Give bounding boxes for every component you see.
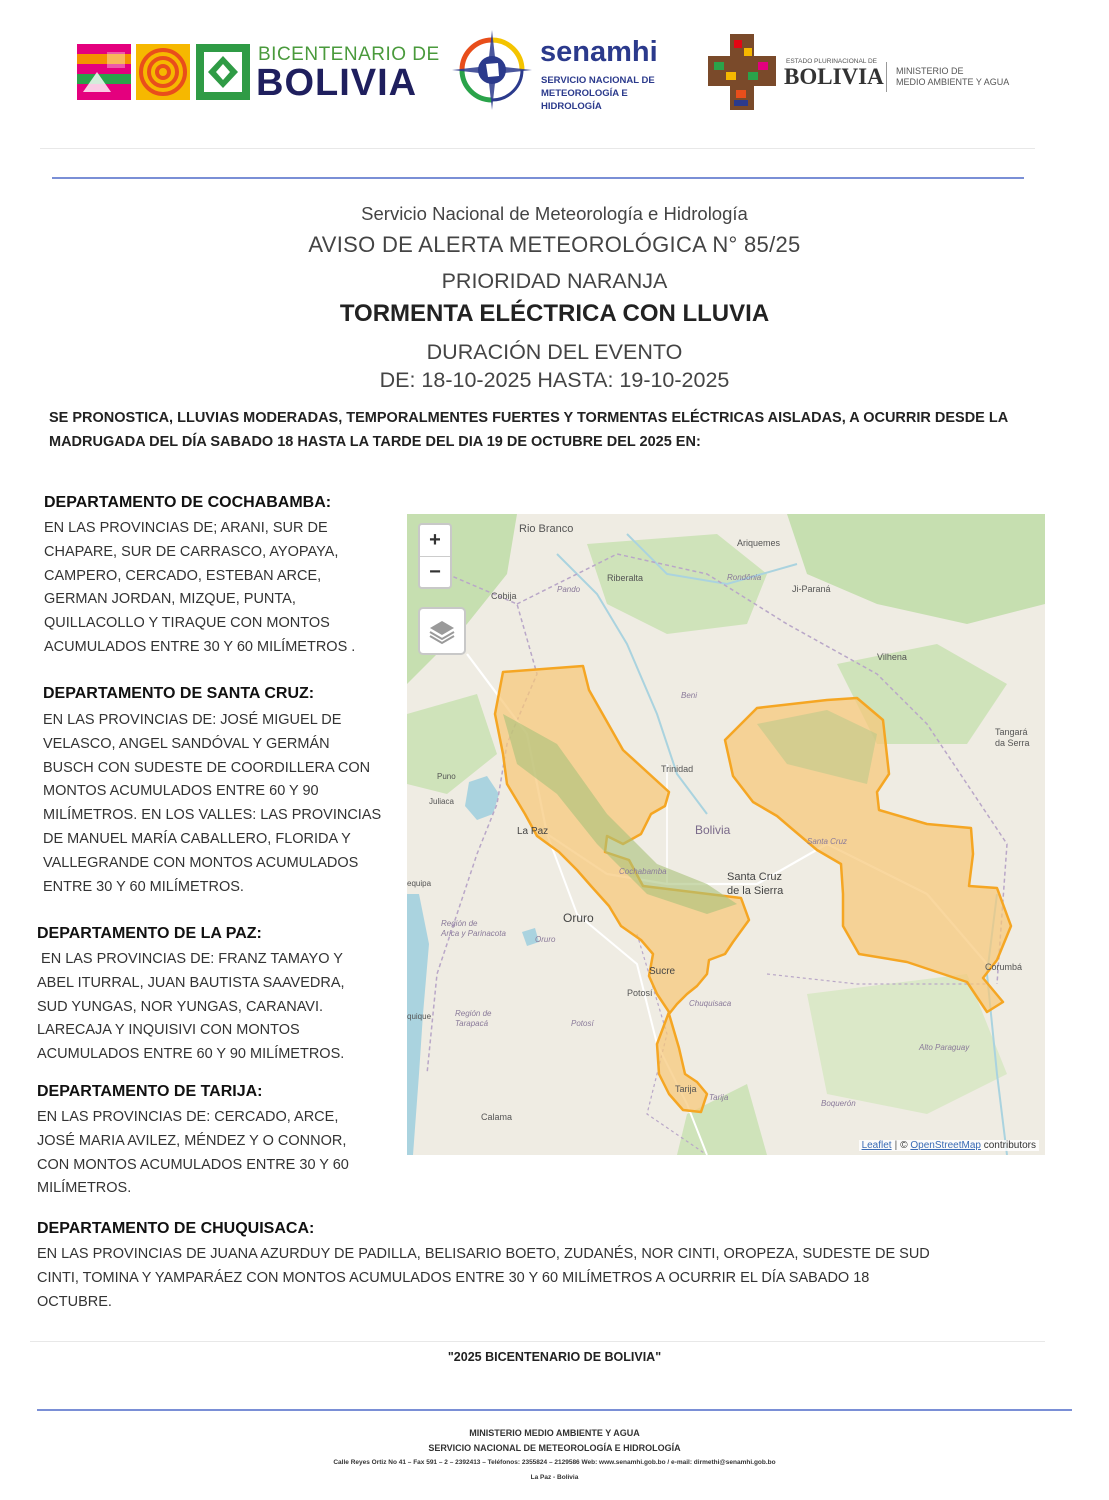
map-label: La Paz [517,826,549,837]
header-blue-rule [52,177,1024,179]
map-label: Beni [681,691,698,700]
alert-map[interactable] [407,514,1045,1155]
department-line: GERMAN JORDAN, MIZQUE, PUNTA, [44,591,296,608]
map-label: Potosí [571,1019,594,1028]
department-title: DEPARTAMENTO DE LA PAZ: [37,925,262,942]
map-label: Cochabamba [619,867,667,876]
map-label: Riberalta [607,573,644,583]
department-line: EN LAS PROVINCIAS DE: FRANZ TAMAYO Y [37,951,343,967]
estado-small-text: ESTADO PLURINACIONAL DE [786,58,878,65]
alert-priority: PRIORIDAD NARANJA [441,269,668,293]
ministerio-text [896,66,1036,88]
osm-link[interactable]: OpenStreetMap [910,1140,981,1151]
footer-address: Calle Reyes Ortiz No 41 – Fax 591 – 2 – 2392413 – Teléfonos: 2355824 – 2129586 Web: www.senamhi.gob.bo / e-mail: dirmethi@senamhi.gob.bo [333,1459,776,1466]
spiral-emblem-icon [136,44,190,100]
senamhi-subtitle [541,74,681,113]
department-line: MILÍMETROS. [37,1180,132,1197]
event-title: TORMENTA ELÉCTRICA CON LLUVIA [339,300,770,327]
department-line: ACUMULADOS ENTRE 60 Y 90 MILÍMETROS. [37,1046,345,1063]
department-body [37,1106,349,1201]
department-line: VELASCO, ANGEL SANDÓVAL Y GERMÁN [43,735,330,752]
estado-big-text: BOLIVIA [784,64,884,89]
map-label: Bolivia [695,823,731,837]
map-label: Arica y Parinacota [441,929,506,938]
department-line: CON MONTOS ACUMULADOS ENTRE 30 Y 60 [37,1156,349,1173]
senamhi-subtitle-line-2: METEOROLOGÍA E HIDROLOGÍA [541,88,628,112]
attribution-separator: | [894,1140,898,1151]
attribution-copyright: © [900,1140,908,1151]
map-label: Cobija [491,591,517,601]
footer-blue-rule [37,1409,1072,1411]
map-label: Potosí [627,988,653,998]
ministerio-line-1: MINISTERIO DE [896,66,964,76]
footer-ministry: MINISTERIO MEDIO AMBIENTE Y AGUA [469,1428,640,1438]
map-label: Tangará [995,727,1028,737]
map-label: Sucre [649,966,676,977]
map-label: Región de [441,919,478,928]
map-label: Corumbá [985,962,1023,972]
footer-divider [30,1341,1045,1342]
department-title: DEPARTAMENTO DE SANTA CRUZ: [43,685,315,702]
map-label: equipa [407,879,432,888]
senamhi-name: senamhi [540,36,658,68]
department-title: DEPARTAMENTO DE COCHABAMBA: [44,494,332,511]
department-body [43,709,381,899]
map-label: Puno [437,772,456,781]
department-line: ABEL ITURRAL, JUAN BAUTISTA SAAVEDRA, [37,974,345,991]
footer-service: SERVICIO NACIONAL DE METEOROLOGÍA E HIDROLOGÍA [428,1443,681,1453]
department-line: LARECAJA Y INQUISIVI CON MONTOS [37,1022,300,1039]
department-body [37,948,345,1067]
bicentenario-emblem-icon [77,44,131,100]
map-label: Santa Cruz [727,871,783,883]
department-line: ACUMULADOS ENTRE 30 Y 60 MILÍMETROS . [44,638,356,655]
andean-emblem-icon [196,44,250,100]
department-line: SUD YUNGAS, NOR YUNGAS, CARANAVI. [37,998,324,1015]
department-body [44,517,355,660]
department-line: QUILLACOLLO Y TIRAQUE CON MONTOS [44,615,330,632]
alert-notice-number: AVISO DE ALERTA METEOROLÓGICA N° 85/25 [308,232,801,257]
attribution-contributors: contributors [983,1140,1036,1151]
duration-range: DE: 18-10-2025 HASTA: 19-10-2025 [379,368,730,392]
department-body [37,1243,930,1314]
map-label: Calama [481,1112,513,1122]
map-label: Oruro [535,935,556,944]
map-label: quique [407,1012,432,1021]
layers-icon [420,609,464,653]
department-line: CAMPERO, CERCADO, ESTEBAN ARCE, [44,567,322,584]
map-label: Tarapacá [455,1019,489,1028]
department-line: MONTOS ACUMULADOS ENTRE 60 Y 90 [43,783,319,800]
estado-chakana-icon [708,34,776,110]
department-line: BUSCH CON SUDESTE DE COORDILLERA CON [43,759,371,776]
department-title: DEPARTAMENTO DE TARIJA: [37,1083,263,1100]
bicentenario-small-text: BICENTENARIO DE [258,44,440,65]
map-canvas[interactable] [407,514,1045,1155]
department-title: DEPARTAMENTO DE CHUQUISACA: [37,1220,315,1237]
department-line: ENTRE 30 Y 60 MILÍMETROS. [43,878,244,895]
institution-name: Servicio Nacional de Meteorología e Hidrología [361,203,748,224]
map-attribution [859,1140,1039,1151]
map-label: Alto Paraguay [919,1043,970,1052]
department-line: JOSÉ MARIA AVILEZ, MÉNDEZ Y O CONNOR, [37,1132,347,1149]
map-label: Rio Branco [519,523,574,535]
map-label: Boquerón [821,1099,856,1108]
map-label: Vilhena [877,652,907,662]
map-label: Tarija [675,1084,697,1094]
map-label: da Serra [995,738,1030,748]
map-label: Rondônia [727,573,762,582]
department-line: DE MANUEL MARÍA CABALLERO, FLORIDA Y [43,830,351,847]
logo-divider [886,62,887,92]
bicentenario-big-text: BOLIVIA [256,62,418,104]
ministerio-line-2: MEDIO AMBIENTE Y AGUA [896,77,1010,87]
map-label: Pando [557,585,581,594]
map-label: Chuquisaca [689,999,732,1008]
map-label: de la Sierra [727,885,784,897]
map-label: Ariquemes [737,538,781,548]
map-layers-button[interactable] [418,607,466,655]
forecast-intro: SE PRONOSTICA, LLUVIAS MODERADAS, TEMPORALMENTES FUERTES Y TORMENTAS ELÉCTRICAS AISLADAS, A OCURRIR DESDE LA MADRUGADA DEL DÍA SABADO 18 HASTA LA TARDE DEL DIA 19 DE OCTUBRE DEL 2025 EN: [49,410,1008,450]
map-label: Oruro [563,911,594,925]
map-label: Juliaca [429,797,454,806]
department-line: CINTI, TOMINA Y YAMPARÁEZ CON MONTOS ACUMULADOS ENTRE 30 Y 60 MILÍMETROS A OCURRIR EL DÍA SABADO 18 [37,1269,870,1286]
department-line: MILÍMETROS. EN LOS VALLES: LAS PROVINCIAS [43,807,382,824]
map-zoom-control [418,523,452,589]
map-label: Santa Cruz [807,837,848,846]
leaflet-link[interactable]: Leaflet [861,1140,892,1151]
map-label: Tarija [709,1093,729,1102]
zoom-out-button[interactable]: − [420,556,450,588]
senamhi-subtitle-line-1: SERVICIO NACIONAL DE [541,75,655,86]
department-line: VALLEGRANDE CON MONTOS ACUMULADOS [43,854,359,871]
department-line: EN LAS PROVINCIAS DE: JOSÉ MIGUEL DE [43,712,342,728]
footer-city: La Paz - Bolivia [530,1474,579,1481]
department-line: EN LAS PROVINCIAS DE JUANA AZURDUY DE PADILLA, BELISARIO BOETO, ZUDANÉS, NOR CINTI, OROPEZA, SUDESTE DE SUD [37,1246,930,1262]
department-line: EN LAS PROVINCIAS DE: CERCADO, ARCE, [37,1109,339,1125]
map-label: Ji-Paraná [792,584,831,594]
department-line: OCTUBRE. [37,1293,112,1310]
zoom-in-button[interactable]: + [429,529,441,551]
map-label: Trinidad [661,764,694,774]
department-line: EN LAS PROVINCIAS DE; ARANI, SUR DE [44,520,328,536]
duration-label: DURACIÓN DEL EVENTO [426,340,683,364]
bicentenario-quote: "2025 BICENTENARIO DE BOLIVIA" [447,1350,662,1364]
department-line: CHAPARE, SUR DE CARRASCO, AYOPAYA, [44,543,339,560]
map-label: Región de [455,1009,492,1018]
header-divider [40,148,1035,149]
senamhi-compass-icon [452,30,532,110]
